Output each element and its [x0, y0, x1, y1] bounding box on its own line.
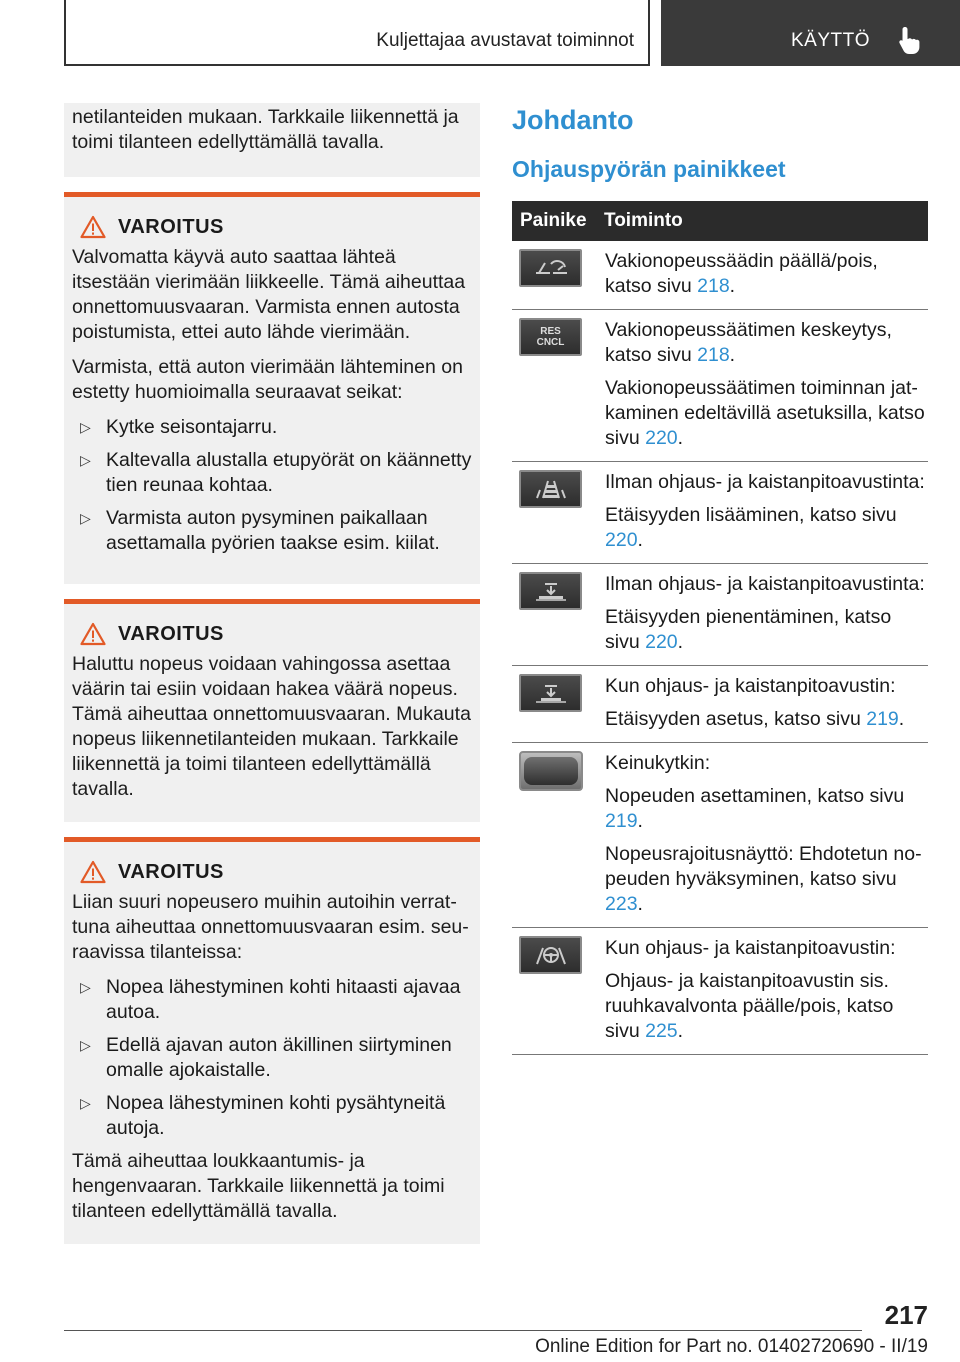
chapter-title: Kuljettajaa avustavat toiminnot: [376, 30, 634, 51]
bullet-item: ▷ Kytke seisontajarru.: [72, 415, 472, 440]
warning-box-2: [64, 599, 480, 822]
header-chapter-box: [64, 0, 650, 66]
intro-text: netilanteiden mukaan. Tarkkaile liikennettä ja toimi tilanteen edellyttämällä tavalla.: [72, 106, 459, 153]
warning-title: [72, 860, 472, 884]
table-row: [512, 462, 928, 564]
page-link[interactable]: 220: [645, 631, 678, 653]
footer-divider: [64, 1330, 862, 1331]
hand-pointer-icon: [897, 25, 923, 55]
warning-paragraph: Varmista, että auton vierimään lähteminen on estetty huomioimalla seuraavat seikat:: [72, 356, 463, 403]
res-cncl-button: RES CNCL: [519, 318, 582, 356]
function-text: Etäisyyden pienentäminen, katso sivu 220.: [605, 606, 892, 653]
warning-box-1: [64, 192, 480, 584]
page-number: 217: [884, 1300, 928, 1330]
function-text: Keinukytkin:: [605, 752, 711, 774]
table-row: [512, 310, 928, 462]
function-text: Vakionopeussäätimen toiminnan jatkaminen edeltävillä asetuksilla, katso sivu 220.: [605, 377, 925, 449]
distance-decrease-icon: [519, 572, 582, 610]
page-link[interactable]: 225: [645, 1020, 678, 1042]
warning-paragraph: Tämä aiheuttaa loukkaantumis- ja hengenvaaran. Tarkkaile liikennettä ja toimi tilanteen edellyttämällä tavalla.: [72, 1150, 445, 1222]
header-section-box: [661, 0, 960, 66]
left-column: [64, 103, 480, 1244]
column-header-function: Toiminto: [596, 201, 928, 241]
cruise-control-icon: [519, 249, 582, 287]
table-row: [512, 666, 928, 743]
table-row: [512, 564, 928, 666]
warning-title: [72, 215, 472, 239]
section-heading: Johdanto: [512, 105, 634, 135]
table-header-row: [512, 201, 928, 241]
table-row: [512, 743, 928, 928]
warning-triangle-icon: [80, 860, 106, 884]
bullet-item: ▷ Nopea lähestyminen kohti hitaasti ajavaa autoa.: [72, 975, 472, 1025]
page-link[interactable]: 218: [697, 344, 730, 366]
function-text: Nopeusrajoitusnäyttö: Ehdotetun nopeuden hyväksyminen, katso sivu 223.: [605, 843, 922, 915]
warning-title-text: VAROITUS: [118, 215, 224, 238]
function-text: Etäisyyden lisääminen, katso sivu 220.: [605, 504, 897, 551]
bullet-item: ▷ Nopea lähestyminen kohti pysähtyneitä autoja.: [72, 1091, 472, 1141]
rocker-switch-icon: [519, 751, 583, 791]
table-row: [512, 241, 928, 310]
function-text: Ohjaus- ja kaistanpitoavustin sis. ruuhkavalvonta päälle/pois, katso sivu 225.: [605, 970, 894, 1042]
warning-title-text: VAROITUS: [118, 622, 224, 645]
function-text: Vakionopeussäätimen keskeytys, katso sivu 218.: [605, 319, 892, 366]
page-link[interactable]: 219: [866, 708, 899, 730]
bullet-item: ▷ Varmista auton pysyminen paikallaan asettamalla pyörien taakse esim. kiilat.: [72, 506, 472, 556]
intro-box: [64, 103, 480, 177]
function-text: Etäisyyden asetus, katso sivu 219.: [605, 708, 905, 730]
function-text: Kun ohjaus- ja kaistanpitoavustin:: [605, 675, 896, 697]
distance-setting-icon: [519, 674, 582, 712]
footer-edition: Online Edition for Part no. 01402720690 - II/19: [535, 1336, 928, 1357]
page-link[interactable]: 218: [697, 275, 730, 297]
page-link[interactable]: 220: [645, 427, 678, 449]
section-subheading: Ohjauspyörän painikkeet: [512, 156, 786, 182]
warning-paragraph: Haluttu nopeus voidaan vahingossa asettaa väärin tai esiin voidaan hakea väärä nopeus. Tämä aiheuttaa onnettomuusvaaran. Mukauta nopeus liikennetilanteiden mukaan. Tarkkaile liikennettä ja toimi tilanteen edellyttämällä tavalla.: [72, 653, 471, 800]
page-link[interactable]: 219: [605, 810, 638, 832]
column-header-button: Painike: [512, 201, 596, 241]
section-title: KÄYTTÖ: [791, 30, 871, 51]
button-function-table: [512, 201, 928, 1055]
steering-assist-icon: [519, 936, 582, 974]
function-text: Vakionopeussäädin päällä/pois, katso sivu 218.: [605, 250, 878, 297]
warning-title: [72, 622, 472, 646]
warning-title-text: VAROITUS: [118, 860, 224, 883]
bullet-item: ▷ Kaltevalla alustalla etupyörät on käännetty tien reunaa kohtaa.: [72, 448, 472, 498]
table-row: [512, 928, 928, 1055]
page-link[interactable]: 223: [605, 893, 638, 915]
function-text: Ilman ohjaus- ja kaistanpitoavustinta:: [605, 573, 925, 595]
page-link[interactable]: 220: [605, 529, 638, 551]
warning-box-3: [64, 837, 480, 1244]
function-text: Nopeuden asettaminen, katso sivu 219.: [605, 785, 905, 832]
warning-triangle-icon: [80, 622, 106, 646]
warning-paragraph: Valvomatta käyvä auto saattaa lähteä itsestään vierimään liikkeelle. Tämä aiheuttaa onnettomuusvaaran. Varmista ennen autosta poistumista, ettei auto lähde vierimään.: [72, 246, 466, 343]
distance-increase-icon: [519, 470, 582, 508]
right-column: [512, 103, 928, 1055]
function-text: Ilman ohjaus- ja kaistanpitoavustinta:: [605, 471, 925, 493]
warning-paragraph: Liian suuri nopeusero muihin autoihin verrattuna aiheuttaa onnettomuusvaaran esim. seuraavissa tilanteissa:: [72, 891, 469, 963]
bullet-item: ▷ Edellä ajavan auton äkillinen siirtyminen omalle ajokaistalle.: [72, 1033, 472, 1083]
function-text: Kun ohjaus- ja kaistanpitoavustin:: [605, 937, 896, 959]
warning-triangle-icon: [80, 215, 106, 239]
